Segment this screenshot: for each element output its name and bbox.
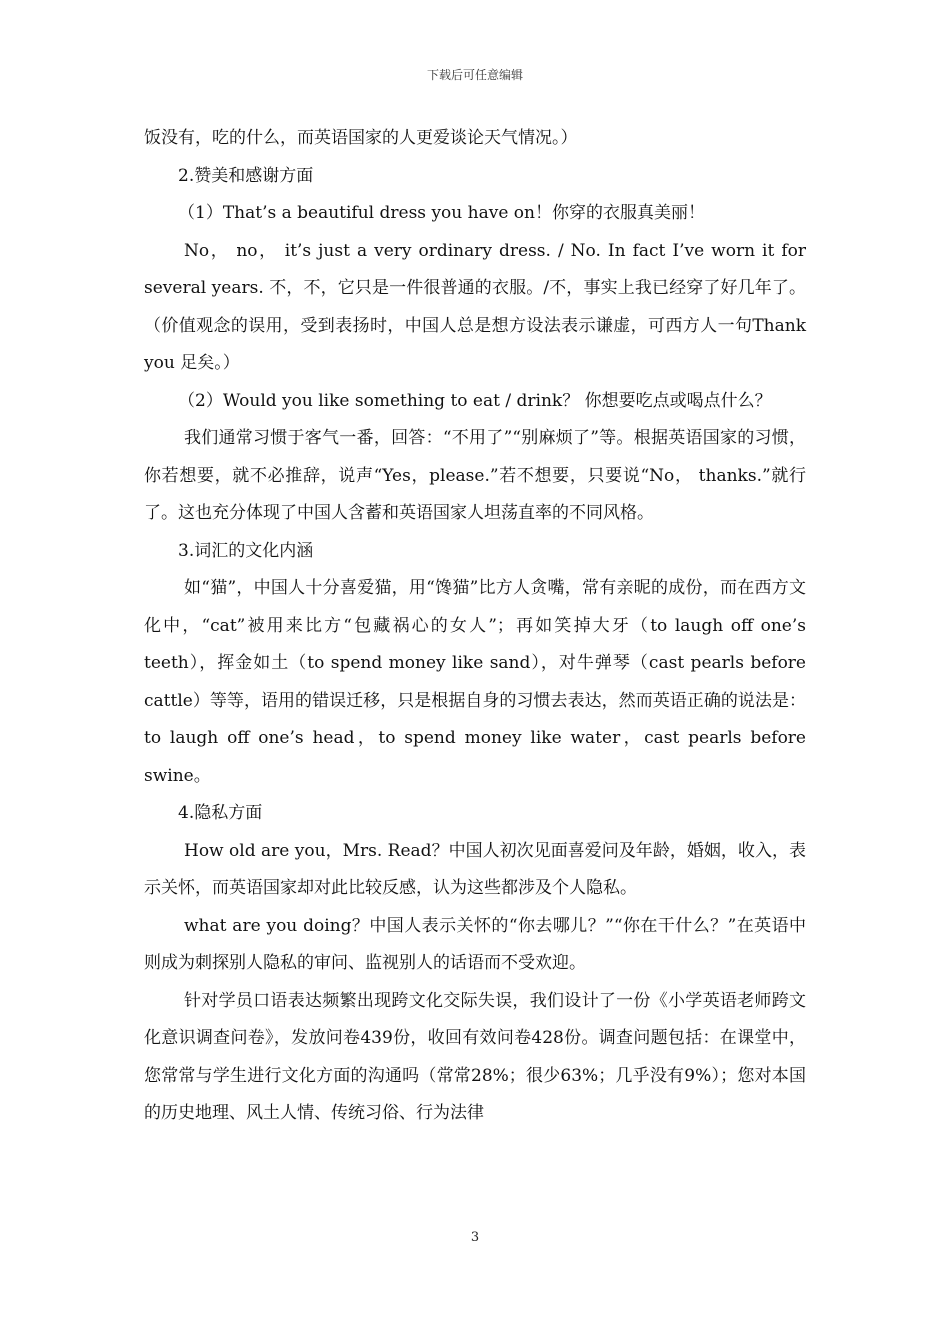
paragraph: 针对学员口语表达频繁出现跨文化交际失误，我们设计了一份《小学英语老师跨文化意识调查问卷》，发放问卷439份，收回有效问卷428份。调查问题包括：在课堂中，您常常与学生进行文化方面的沟通吗（常常28%；很少63%；几乎没有9%）；您对本国的历史地理、风土人情、传统习俗、行为法律 (144, 990, 806, 1123)
paragraph: 饭没有，吃的什么，而英语国家的人更爱谈论天气情况。） (144, 128, 578, 148)
document-body (144, 120, 806, 1133)
paragraph: （1）That’s a beautiful dress you have on！你穿的衣服真美丽！ (178, 203, 705, 223)
paragraph: what are you doing？中国人表示关怀的“你去哪儿？”“你在干什么？”在英语中则成为刺探别人隐私的审问、监视别人的话语而不受欢迎。 (144, 915, 806, 973)
page-header: 下载后可任意编辑 (426, 68, 523, 82)
paragraph: No， no， it’s just a very ordinary dress. / No. In fact I’ve worn it for several years. 不，不，它只是一件很普通的衣服。/不，事实上我已经穿了好几年了。（价值观念的误用，受到表扬时，中国人总是想方设法表示谦虚，可西方人一句Thank you 足矣。） (144, 240, 806, 373)
paragraph: 如“猫”，中国人十分喜爱猫，用“馋猫”比方人贪嘴，常有亲昵的成份，而在西方文化中，“cat”被用来比方“包藏祸心的女人”；再如笑掉大牙（to laugh off one’s teeth），挥金如土（to spend money like sand），对牛弹琴（cast pearls before cattle）等等，语用的错误迁移，只是根据自身的习惯去表达，然而英语正确的说法是：to laugh off one’s head，to spend money like water，cast pearls before swine。 (144, 578, 806, 786)
page-number: 3 (470, 1230, 480, 1245)
paragraph: How old are you，Mrs. Read？中国人初次见面喜爱问及年龄，婚姻，收入，表示关怀，而英语国家却对此比较反感，认为这些都涉及个人隐私。 (144, 840, 806, 898)
section-heading: 3.词汇的文化内涵 (178, 540, 314, 561)
section-heading: 2.赞美和感谢方面 (178, 165, 314, 186)
paragraph: （2）Would you like something to eat / drink？ 你想要吃点或喝点什么？ (178, 390, 772, 411)
section-heading: 4.隐私方面 (178, 803, 263, 823)
paragraph: 我们通常习惯于客气一番，回答：“不用了”“别麻烦了”等。根据英语国家的习惯，你若想要，就不必推辞，说声“Yes，please.”若不想要，只要说“No， thanks.”就行了。这也充分体现了中国人含蓄和英语国家人坦荡直率的不同风格。 (144, 428, 806, 523)
